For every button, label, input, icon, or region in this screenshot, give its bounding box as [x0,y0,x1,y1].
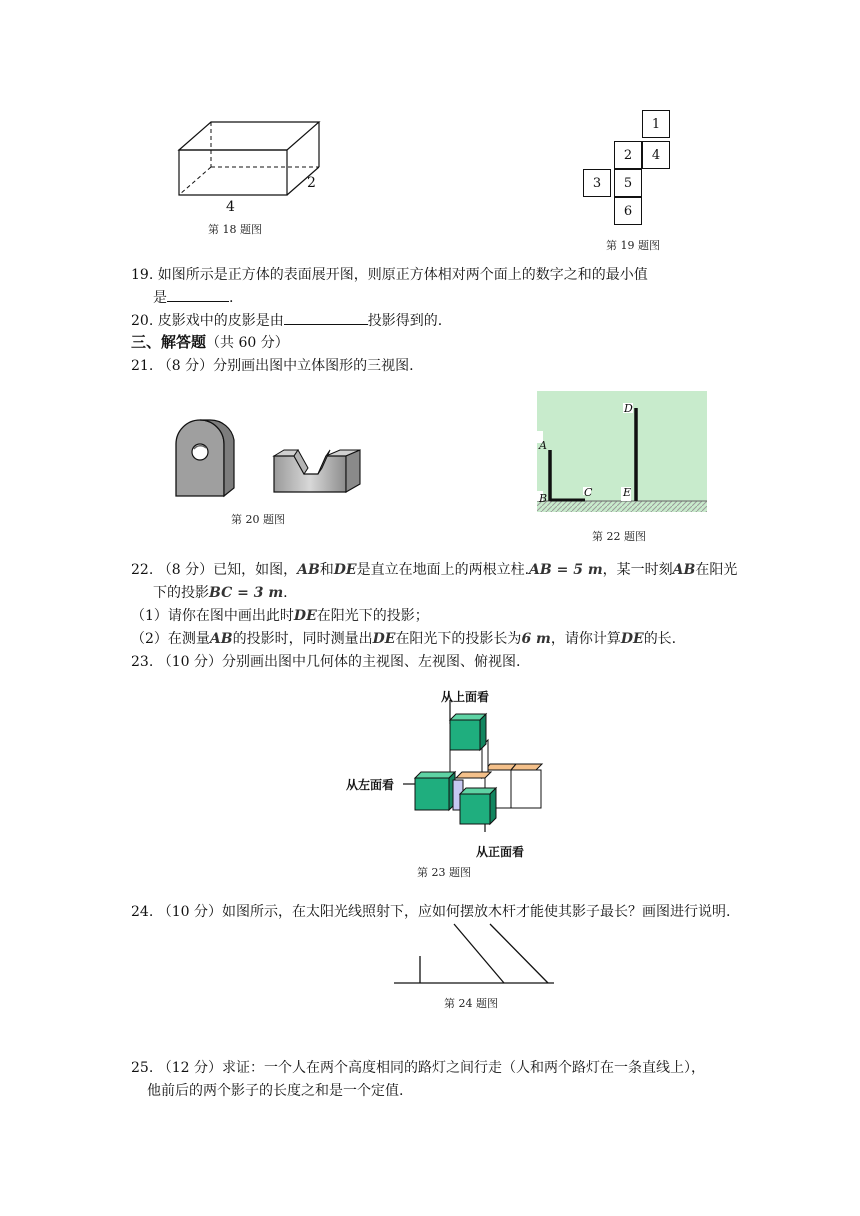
q20-line: 20. 皮影戏中的皮影是由 投影得到的. [131,310,442,331]
fig23-left-label: 从左面看 [346,778,395,792]
fig22-panel [537,391,707,512]
fig23-cubes [335,684,555,864]
fig23-front-label: 从正面看 [476,845,525,859]
q19-line1: 19. 如图所示是正方体的表面展开图，则原正方体相对两个面上的数字之和的最小值 [131,267,648,283]
net-cell-5: 5 [614,169,642,197]
net-cell-6: 6 [614,197,642,225]
section3-heading: 三、解答题（共 60 分） [131,333,289,351]
q21-line: 21. （8 分）分别画出图中立体图形的三视图. [131,358,414,374]
fig19-caption: 第 19 题图 [606,239,660,252]
q25-line1: 25. （12 分）求证：一个人在两个高度相同的路灯之间行走（人和两个路灯在一条直线上）， [131,1060,705,1076]
fig24-sunlight [390,920,560,990]
fig18-cuboid [170,112,330,217]
fig18-width-label: 4 [226,199,235,215]
fig22-caption: 第 22 题图 [592,530,646,543]
fig18-depth-label: 2 [307,175,316,191]
net-cell-4: 4 [642,141,670,169]
fig22-label-c: C [584,486,593,499]
q19-line2: 是 . [153,287,233,308]
fig20-caption: 第 20 题图 [231,513,285,526]
q22-line2: 下的投影BC = 3 m. [153,585,288,601]
fig23-top-label: 从上面看 [441,690,490,704]
q22-line1: 22. （8 分）已知，如图，AB和DE是直立在地面上的两根立柱.AB = 5 m，某一时刻AB在阳光 [131,562,738,578]
fig20-solids [168,418,368,503]
q24-line: 24. （10 分）如图所示，在太阳光线照射下，应如何摆放木杆才能使其影子最长？画图进行说明. [131,904,731,920]
net-cell-1: 1 [642,110,670,138]
q22-sub1: （1）请你在图中画出此时DE在阳光下的投影； [131,608,429,624]
fig24-caption: 第 24 题图 [444,997,498,1010]
fig22-label-a: A [539,439,547,452]
fig19-cube-net [583,110,673,228]
fig23-caption: 第 23 题图 [417,866,471,879]
fig22-label-d: D [624,402,633,415]
fig22-label-b: B [539,492,548,505]
net-cell-2: 2 [614,141,642,169]
q23-line: 23. （10 分）分别画出图中几何体的主视图、左视图、俯视图. [131,654,521,670]
fig18-caption: 第 18 题图 [208,223,262,236]
q22-sub2: （2）在测量AB的投影时，同时测量出DE在阳光下的投影长为6 m，请你计算DE的长. [131,631,677,647]
q25-line2: 他前后的两个影子的长度之和是一个定值. [147,1083,404,1099]
net-cell-3: 3 [583,169,611,197]
fig22-label-e: E [623,486,632,499]
